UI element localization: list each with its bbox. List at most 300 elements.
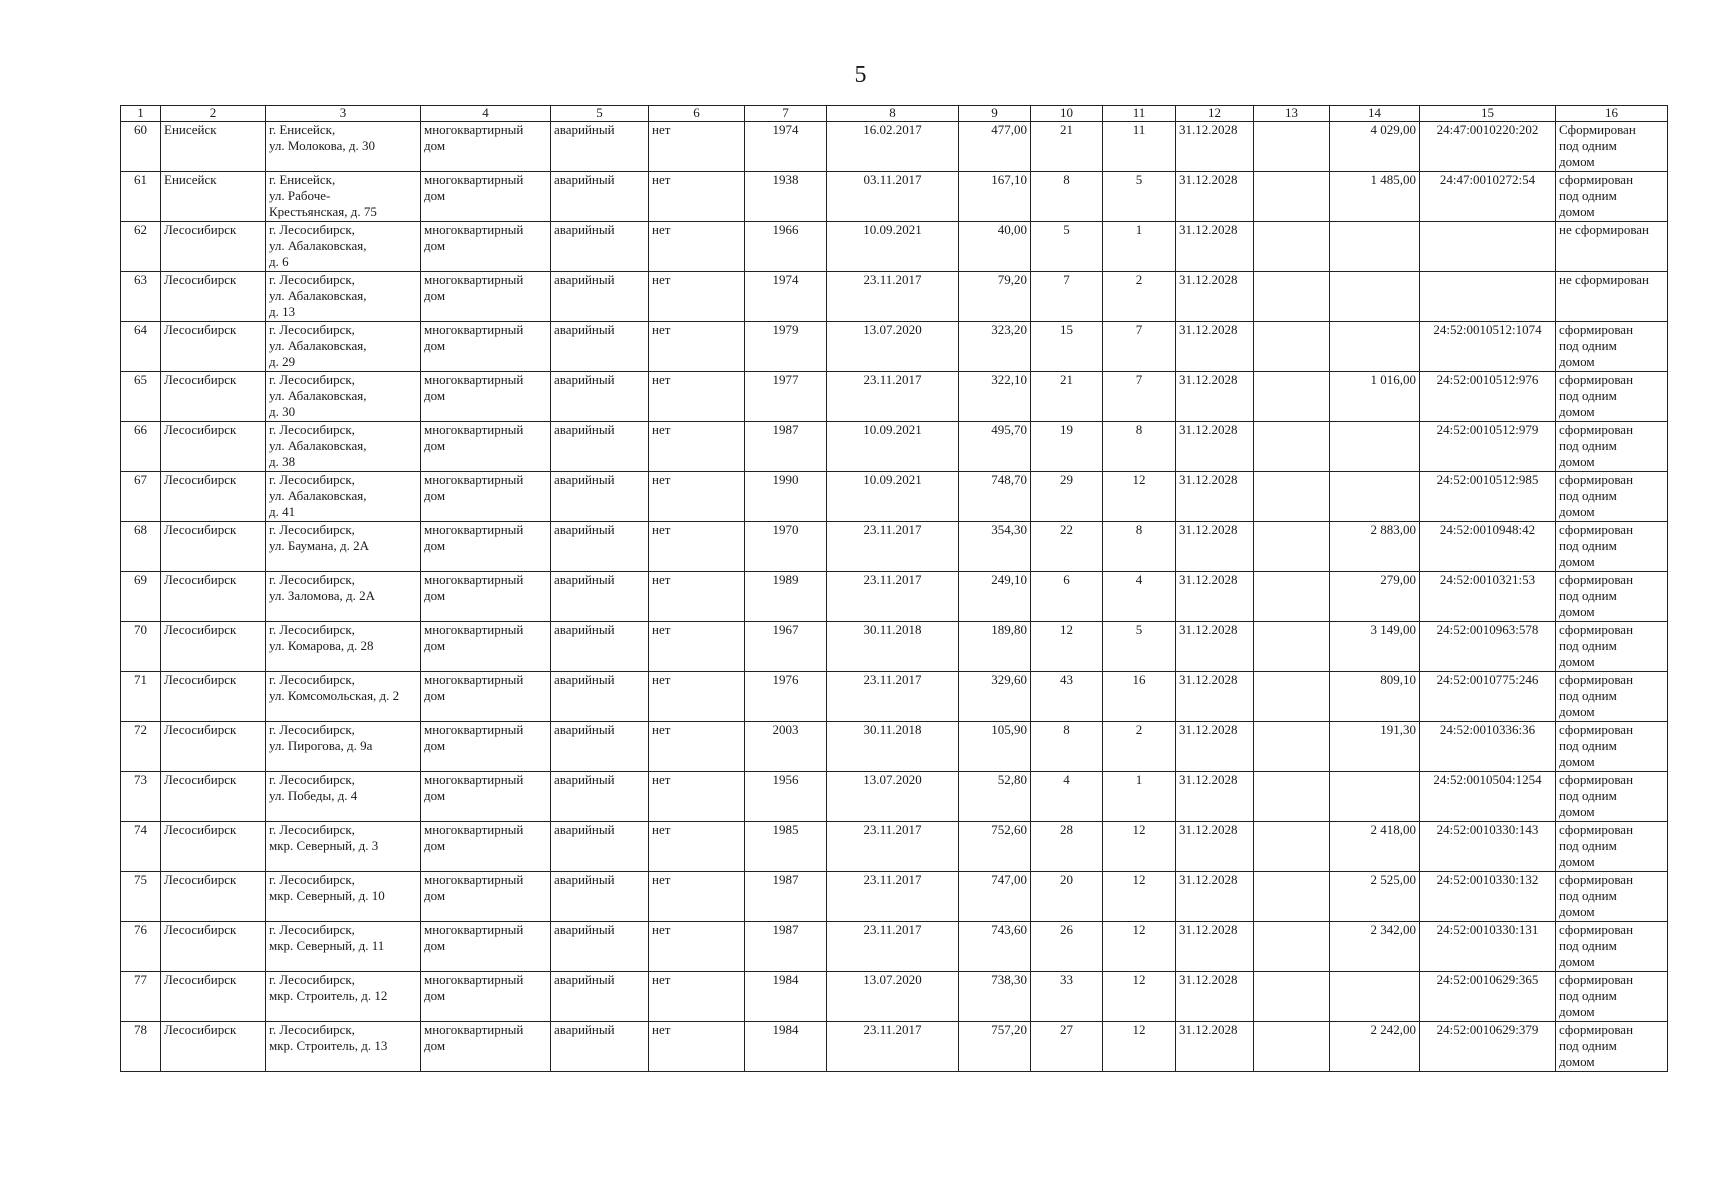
cell-building-type-line: дом: [424, 438, 446, 453]
cell-land-status-line: сформирован: [1559, 322, 1634, 337]
cell-address: [266, 722, 421, 772]
cell-land-status-line: сформирован: [1559, 1022, 1634, 1037]
cell-deadline: 31.12.2028: [1176, 222, 1254, 272]
cell-deadline: 31.12.2028: [1176, 372, 1254, 422]
cell-col13: [1254, 572, 1330, 622]
cell-address-line: г. Лесосибирск,: [269, 822, 355, 837]
cell-apartments: 5: [1103, 622, 1176, 672]
cell-row-number: 65: [121, 372, 161, 422]
cell-deadline: 31.12.2028: [1176, 772, 1254, 822]
cell-recognition-date: 23.11.2017: [827, 572, 959, 622]
cell-status: аварийный: [551, 822, 649, 872]
cell-apartments: 1: [1103, 772, 1176, 822]
cell-land-status: [1556, 772, 1668, 822]
cell-land-status-line: сформирован: [1559, 572, 1634, 587]
cell-land-status-line: не сформирован: [1559, 272, 1650, 287]
cell-land-status-line: домом: [1559, 504, 1595, 519]
cell-residents: 4: [1031, 772, 1103, 822]
table-row: [121, 222, 1668, 272]
cell-land-status: [1556, 922, 1668, 972]
cell-flag: нет: [649, 172, 745, 222]
cell-land-area: 2 525,00: [1330, 872, 1420, 922]
cell-address-line: ул. Абалаковская,: [269, 338, 367, 353]
cell-land-area: [1330, 222, 1420, 272]
cell-building-type-line: многоквартирный: [424, 322, 524, 337]
cell-address-line: г. Лесосибирск,: [269, 372, 355, 387]
cell-area: 752,60: [959, 822, 1031, 872]
cell-area: 738,30: [959, 972, 1031, 1022]
cell-year: 1979: [745, 322, 827, 372]
cell-residents: 21: [1031, 122, 1103, 172]
cell-recognition-date: 23.11.2017: [827, 1022, 959, 1072]
cell-land-status-line: под одним: [1559, 488, 1617, 503]
cell-residents: 15: [1031, 322, 1103, 372]
cell-address-line: мкр. Строитель, д. 12: [269, 988, 388, 1003]
table-row: [121, 122, 1668, 172]
cell-residents: 27: [1031, 1022, 1103, 1072]
cell-apartments: 5: [1103, 172, 1176, 222]
table-body: [121, 122, 1668, 1072]
cell-deadline: 31.12.2028: [1176, 572, 1254, 622]
cell-land-status-line: сформирован: [1559, 672, 1634, 687]
cell-flag: нет: [649, 322, 745, 372]
cell-residents: 8: [1031, 172, 1103, 222]
cell-status: аварийный: [551, 122, 649, 172]
cell-land-status-line: под одним: [1559, 788, 1617, 803]
cell-land-area: 2 242,00: [1330, 1022, 1420, 1072]
cell-municipality: Енисейск: [161, 122, 266, 172]
cell-apartments: 11: [1103, 122, 1176, 172]
cell-row-number: 61: [121, 172, 161, 222]
cell-residents: 26: [1031, 922, 1103, 972]
cell-building-type-line: многоквартирный: [424, 1022, 524, 1037]
cell-area: 748,70: [959, 472, 1031, 522]
cell-col13: [1254, 472, 1330, 522]
cell-residents: 33: [1031, 972, 1103, 1022]
cell-apartments: 12: [1103, 922, 1176, 972]
cell-recognition-date: 16.02.2017: [827, 122, 959, 172]
cell-flag: нет: [649, 872, 745, 922]
cell-cadastral-number: 24:47:0010272:54: [1420, 172, 1556, 222]
cell-land-status-line: под одним: [1559, 888, 1617, 903]
cell-building-type-line: дом: [424, 138, 446, 153]
cell-apartments: 7: [1103, 322, 1176, 372]
cell-deadline: 31.12.2028: [1176, 872, 1254, 922]
cell-land-status: [1556, 122, 1668, 172]
cell-building-type-line: многоквартирный: [424, 822, 524, 837]
cell-cadastral-number: 24:52:0010504:1254: [1420, 772, 1556, 822]
cell-municipality: Лесосибирск: [161, 922, 266, 972]
table-row: [121, 622, 1668, 672]
cell-land-status-line: под одним: [1559, 188, 1617, 203]
cell-apartments: 8: [1103, 522, 1176, 572]
cell-address-line: г. Лесосибирск,: [269, 272, 355, 287]
cell-year: 1990: [745, 472, 827, 522]
cell-address-line: г. Енисейск,: [269, 122, 336, 137]
column-header: 7: [745, 106, 827, 122]
cell-land-status-line: под одним: [1559, 138, 1617, 153]
cell-building-type-line: дом: [424, 738, 446, 753]
cell-row-number: 66: [121, 422, 161, 472]
cell-land-status: [1556, 672, 1668, 722]
cell-col13: [1254, 1022, 1330, 1072]
cell-flag: нет: [649, 672, 745, 722]
cell-year: 1977: [745, 372, 827, 422]
cell-year: 1987: [745, 422, 827, 472]
cell-address-line: мкр. Строитель, д. 13: [269, 1038, 388, 1053]
cell-flag: нет: [649, 622, 745, 672]
cell-land-status: [1556, 1022, 1668, 1072]
cell-building-type-line: дом: [424, 288, 446, 303]
cell-land-status-line: домом: [1559, 704, 1595, 719]
cell-land-status-line: сформирован: [1559, 822, 1634, 837]
cell-status: аварийный: [551, 422, 649, 472]
cell-flag: нет: [649, 222, 745, 272]
cell-year: 1956: [745, 772, 827, 822]
cell-col13: [1254, 672, 1330, 722]
cell-land-area: [1330, 322, 1420, 372]
cell-building-type-line: многоквартирный: [424, 622, 524, 637]
column-header: 2: [161, 106, 266, 122]
cell-address-line: ул. Баумана, д. 2А: [269, 538, 369, 553]
cell-address-line: г. Лесосибирск,: [269, 522, 355, 537]
cell-residents: 12: [1031, 622, 1103, 672]
cell-address-line: г. Лесосибирск,: [269, 922, 355, 937]
cell-recognition-date: 10.09.2021: [827, 472, 959, 522]
column-header: 1: [121, 106, 161, 122]
cell-municipality: Лесосибирск: [161, 422, 266, 472]
cell-deadline: 31.12.2028: [1176, 922, 1254, 972]
cell-land-status-line: под одним: [1559, 338, 1617, 353]
cell-land-status-line: домом: [1559, 954, 1595, 969]
cell-apartments: 8: [1103, 422, 1176, 472]
cell-cadastral-number: 24:52:0010512:976: [1420, 372, 1556, 422]
cell-land-status-line: под одним: [1559, 688, 1617, 703]
cell-address: [266, 472, 421, 522]
cell-deadline: 31.12.2028: [1176, 1022, 1254, 1072]
cell-row-number: 77: [121, 972, 161, 1022]
cell-year: 1984: [745, 1022, 827, 1072]
cell-building-type-line: многоквартирный: [424, 422, 524, 437]
cell-status: аварийный: [551, 372, 649, 422]
cell-address-line: г. Лесосибирск,: [269, 672, 355, 687]
cell-col13: [1254, 222, 1330, 272]
cell-land-status-line: домом: [1559, 1054, 1595, 1069]
cell-land-status: [1556, 422, 1668, 472]
cell-building-type: [421, 272, 551, 322]
cell-address-line: г. Лесосибирск,: [269, 422, 355, 437]
cell-area: 322,10: [959, 372, 1031, 422]
cell-flag: нет: [649, 922, 745, 972]
cell-year: 1976: [745, 672, 827, 722]
cell-status: аварийный: [551, 172, 649, 222]
cell-building-type-line: многоквартирный: [424, 672, 524, 687]
cell-address: [266, 622, 421, 672]
table-row: [121, 972, 1668, 1022]
cell-deadline: 31.12.2028: [1176, 272, 1254, 322]
cell-address-line: ул. Рабоче-: [269, 188, 331, 203]
cell-col13: [1254, 122, 1330, 172]
cell-building-type: [421, 972, 551, 1022]
cell-area: 329,60: [959, 672, 1031, 722]
column-header: 9: [959, 106, 1031, 122]
cell-col13: [1254, 772, 1330, 822]
cell-recognition-date: 23.11.2017: [827, 522, 959, 572]
cell-address-line: г. Лесосибирск,: [269, 972, 355, 987]
cell-building-type: [421, 122, 551, 172]
cell-cadastral-number: 24:52:0010330:131: [1420, 922, 1556, 972]
cell-year: 1974: [745, 122, 827, 172]
column-header: 10: [1031, 106, 1103, 122]
cell-flag: нет: [649, 972, 745, 1022]
cell-land-status: [1556, 972, 1668, 1022]
cell-status: аварийный: [551, 272, 649, 322]
cell-row-number: 60: [121, 122, 161, 172]
cell-land-status-line: сформирован: [1559, 522, 1634, 537]
cell-area: 189,80: [959, 622, 1031, 672]
cell-year: 1987: [745, 872, 827, 922]
cell-recognition-date: 23.11.2017: [827, 922, 959, 972]
cell-year: 1987: [745, 922, 827, 972]
table-row: [121, 772, 1668, 822]
cell-municipality: Лесосибирск: [161, 272, 266, 322]
cell-land-status: [1556, 272, 1668, 322]
cell-row-number: 68: [121, 522, 161, 572]
cell-col13: [1254, 522, 1330, 572]
cell-deadline: 31.12.2028: [1176, 322, 1254, 372]
cell-building-type-line: многоквартирный: [424, 272, 524, 287]
cell-municipality: Лесосибирск: [161, 772, 266, 822]
cell-residents: 29: [1031, 472, 1103, 522]
cell-residents: 8: [1031, 722, 1103, 772]
cell-building-type: [421, 472, 551, 522]
cell-land-status-line: домом: [1559, 654, 1595, 669]
cell-address-line: г. Лесосибирск,: [269, 1022, 355, 1037]
cell-land-status-line: домом: [1559, 904, 1595, 919]
table-row: [121, 572, 1668, 622]
cell-status: аварийный: [551, 572, 649, 622]
cell-deadline: 31.12.2028: [1176, 622, 1254, 672]
column-header: 12: [1176, 106, 1254, 122]
cell-building-type-line: дом: [424, 938, 446, 953]
cell-land-status-line: под одним: [1559, 588, 1617, 603]
cell-residents: 21: [1031, 372, 1103, 422]
cell-area: 743,60: [959, 922, 1031, 972]
cell-building-type: [421, 172, 551, 222]
cell-apartments: 7: [1103, 372, 1176, 422]
cell-address: [266, 372, 421, 422]
column-header: 6: [649, 106, 745, 122]
cell-land-status-line: под одним: [1559, 738, 1617, 753]
cell-address: [266, 272, 421, 322]
cell-area: 477,00: [959, 122, 1031, 172]
cell-municipality: Лесосибирск: [161, 322, 266, 372]
table-row: [121, 722, 1668, 772]
cell-residents: 20: [1031, 872, 1103, 922]
cell-area: 79,20: [959, 272, 1031, 322]
cell-address-line: Крестьянская, д. 75: [269, 204, 377, 219]
cell-municipality: Лесосибирск: [161, 972, 266, 1022]
cell-deadline: 31.12.2028: [1176, 522, 1254, 572]
cell-building-type-line: многоквартирный: [424, 122, 524, 137]
cell-year: 1970: [745, 522, 827, 572]
cell-address: [266, 222, 421, 272]
cell-recognition-date: 13.07.2020: [827, 322, 959, 372]
cell-area: 105,90: [959, 722, 1031, 772]
cell-address-line: ул. Молокова, д. 30: [269, 138, 375, 153]
cell-flag: нет: [649, 1022, 745, 1072]
table-row: [121, 472, 1668, 522]
cell-building-type-line: дом: [424, 838, 446, 853]
table-row: [121, 872, 1668, 922]
cell-municipality: Лесосибирск: [161, 672, 266, 722]
cell-building-type: [421, 722, 551, 772]
cell-status: аварийный: [551, 772, 649, 822]
cell-status: аварийный: [551, 622, 649, 672]
cell-flag: нет: [649, 422, 745, 472]
cell-land-status: [1556, 472, 1668, 522]
cell-land-status-line: сформирован: [1559, 872, 1634, 887]
cell-address-line: д. 30: [269, 404, 296, 419]
cell-row-number: 67: [121, 472, 161, 522]
cell-building-type: [421, 422, 551, 472]
cell-cadastral-number: 24:52:0010321:53: [1420, 572, 1556, 622]
cell-land-status-line: сформирован: [1559, 422, 1634, 437]
cell-area: 167,10: [959, 172, 1031, 222]
cell-building-type: [421, 872, 551, 922]
cell-row-number: 70: [121, 622, 161, 672]
cell-year: 1966: [745, 222, 827, 272]
cell-municipality: Лесосибирск: [161, 722, 266, 772]
cell-building-type-line: многоквартирный: [424, 872, 524, 887]
cell-area: 747,00: [959, 872, 1031, 922]
cell-year: 1984: [745, 972, 827, 1022]
cell-building-type: [421, 372, 551, 422]
cell-area: 757,20: [959, 1022, 1031, 1072]
cell-municipality: Лесосибирск: [161, 622, 266, 672]
cell-land-area: [1330, 272, 1420, 322]
cell-col13: [1254, 422, 1330, 472]
cell-flag: нет: [649, 822, 745, 872]
cell-building-type: [421, 1022, 551, 1072]
cell-land-status-line: домом: [1559, 204, 1595, 219]
cell-building-type-line: дом: [424, 188, 446, 203]
cell-flag: нет: [649, 272, 745, 322]
cell-land-status-line: домом: [1559, 154, 1595, 169]
cell-land-status-line: под одним: [1559, 838, 1617, 853]
cell-row-number: 72: [121, 722, 161, 772]
cell-building-type-line: дом: [424, 888, 446, 903]
cell-land-area: 2 418,00: [1330, 822, 1420, 872]
cell-recognition-date: 30.11.2018: [827, 722, 959, 772]
cell-deadline: 31.12.2028: [1176, 722, 1254, 772]
cell-residents: 7: [1031, 272, 1103, 322]
cell-status: аварийный: [551, 522, 649, 572]
column-header: 16: [1556, 106, 1668, 122]
cell-address-line: ул. Комсомольская, д. 2: [269, 688, 400, 703]
cell-col13: [1254, 872, 1330, 922]
cell-building-type: [421, 322, 551, 372]
cell-apartments: 12: [1103, 822, 1176, 872]
cell-flag: нет: [649, 522, 745, 572]
cell-building-type-line: многоквартирный: [424, 372, 524, 387]
cell-col13: [1254, 622, 1330, 672]
cell-cadastral-number: 24:52:0010336:36: [1420, 722, 1556, 772]
table-row: [121, 822, 1668, 872]
cell-cadastral-number: 24:52:0010948:42: [1420, 522, 1556, 572]
cell-building-type-line: многоквартирный: [424, 722, 524, 737]
page-number: 5: [854, 62, 867, 88]
cell-cadastral-number: 24:47:0010220:202: [1420, 122, 1556, 172]
cell-address-line: ул. Комарова, д. 28: [269, 638, 374, 653]
cell-area: 249,10: [959, 572, 1031, 622]
cell-cadastral-number: [1420, 222, 1556, 272]
cell-address-line: г. Лесосибирск,: [269, 472, 355, 487]
cell-year: 1974: [745, 272, 827, 322]
cell-address-line: ул. Заломова, д. 2А: [269, 588, 376, 603]
cell-cadastral-number: 24:52:0010512:985: [1420, 472, 1556, 522]
cell-row-number: 64: [121, 322, 161, 372]
cell-year: 1938: [745, 172, 827, 222]
cell-cadastral-number: 24:52:0010330:132: [1420, 872, 1556, 922]
cell-status: аварийный: [551, 672, 649, 722]
cell-address: [266, 572, 421, 622]
cell-recognition-date: 13.07.2020: [827, 972, 959, 1022]
cell-residents: 28: [1031, 822, 1103, 872]
cell-building-type-line: многоквартирный: [424, 972, 524, 987]
cell-address: [266, 972, 421, 1022]
cell-land-status: [1556, 222, 1668, 272]
cell-address-line: ул. Абалаковская,: [269, 438, 367, 453]
cell-deadline: 31.12.2028: [1176, 472, 1254, 522]
cell-land-status-line: домом: [1559, 1004, 1595, 1019]
cell-address-line: г. Енисейск,: [269, 172, 336, 187]
cell-building-type-line: дом: [424, 638, 446, 653]
cell-deadline: 31.12.2028: [1176, 972, 1254, 1022]
cell-apartments: 2: [1103, 722, 1176, 772]
cell-building-type-line: дом: [424, 238, 446, 253]
cell-municipality: Лесосибирск: [161, 472, 266, 522]
cell-land-status-line: домом: [1559, 604, 1595, 619]
cell-col13: [1254, 322, 1330, 372]
cell-address: [266, 172, 421, 222]
cell-building-type: [421, 522, 551, 572]
cell-cadastral-number: 24:52:0010775:246: [1420, 672, 1556, 722]
cell-residents: 6: [1031, 572, 1103, 622]
cell-col13: [1254, 372, 1330, 422]
cell-building-type: [421, 222, 551, 272]
column-header: 5: [551, 106, 649, 122]
cell-land-status: [1556, 572, 1668, 622]
cell-residents: 19: [1031, 422, 1103, 472]
cell-address-line: мкр. Северный, д. 10: [269, 888, 385, 903]
cell-apartments: 12: [1103, 872, 1176, 922]
cell-land-status-line: под одним: [1559, 538, 1617, 553]
cell-area: 52,80: [959, 772, 1031, 822]
cell-land-area: 191,30: [1330, 722, 1420, 772]
cell-land-status-line: сформирован: [1559, 372, 1634, 387]
cell-municipality: Лесосибирск: [161, 872, 266, 922]
cell-land-status-line: под одним: [1559, 638, 1617, 653]
cell-building-type-line: многоквартирный: [424, 472, 524, 487]
table-row: [121, 322, 1668, 372]
cell-land-status-line: сформирован: [1559, 972, 1634, 987]
cell-address-line: ул. Пирогова, д. 9а: [269, 738, 373, 753]
cell-land-area: 3 149,00: [1330, 622, 1420, 672]
cell-building-type-line: дом: [424, 788, 446, 803]
cell-building-type: [421, 772, 551, 822]
cell-land-status-line: под одним: [1559, 388, 1617, 403]
